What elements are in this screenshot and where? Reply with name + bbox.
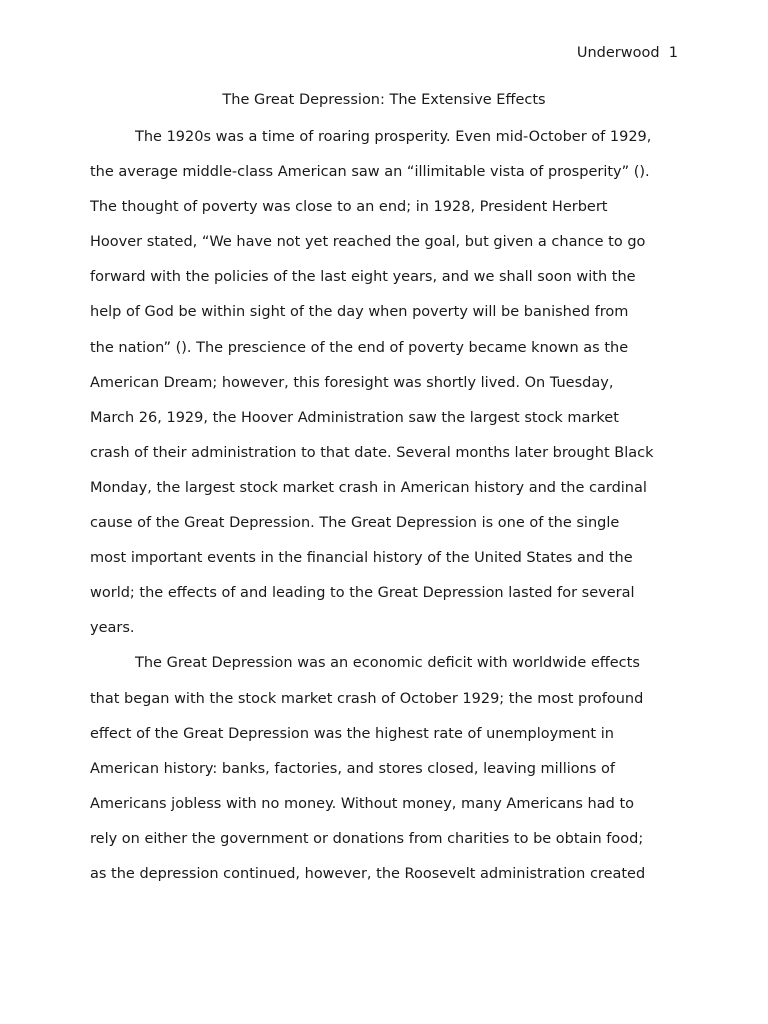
paragraph-line: cause of the Great Depression. The Great Depression is one of the single — [90, 515, 620, 532]
header-author: Underwood — [576, 45, 660, 61]
paragraph-line: world; the effects of and leading to the Great Depression lasted for several — [90, 585, 635, 602]
paragraph-line: most important events in the financial history of the United States and the — [90, 550, 633, 567]
paragraph-line: Hoover stated, “We have not yet reached the goal, but given a chance to go — [90, 234, 646, 251]
running-header — [577, 44, 678, 62]
document-body — [90, 120, 680, 892]
paragraph-line: the nation” (). The prescience of the end of poverty became known as the — [90, 339, 629, 356]
paragraph-line: help of God be within sight of the day when poverty will be banished from — [90, 304, 629, 321]
paragraph-line: The thought of poverty was close to an end; in 1928, President Herbert — [90, 199, 608, 216]
paragraph-line: Monday, the largest stock market crash in American history and the cardinal — [90, 479, 647, 496]
paragraph-line: March 26, 1929, the Hoover Administration saw the largest stock market — [90, 409, 619, 426]
paragraph-line: The Great Depression was an economic deficit with worldwide effects — [135, 655, 640, 672]
paragraph-line: American history: banks, factories, and stores closed, leaving millions of — [90, 760, 615, 777]
paragraph-line: as the depression continued, however, the Roosevelt administration created — [90, 865, 646, 882]
paragraph-line: Americans jobless with no money. Without money, many Americans had to — [90, 795, 635, 812]
paragraph-line: forward with the policies of the last eight years, and we shall soon with the — [90, 269, 636, 286]
paragraph-line: effect of the Great Depression was the highest rate of unemployment in — [90, 725, 614, 742]
paragraph-line: the average middle-class American saw an “illimitable vista of prosperity” (). — [90, 164, 650, 181]
paragraph-line: American Dream; however, this foresight was shortly lived. On Tuesday, — [90, 374, 614, 391]
paragraph-1 — [90, 120, 680, 646]
paragraph-line: crash of their administration to that date. Several months later brought Black — [90, 444, 654, 461]
document-title: The Great Depression: The Extensive Effects — [222, 92, 546, 108]
paragraph-line: years. — [90, 620, 135, 637]
paragraph-line: that began with the stock market crash of October 1929; the most profound — [90, 690, 644, 707]
paragraph-2 — [90, 646, 680, 892]
paragraph-line: rely on either the government or donations from charities to be obtain food; — [90, 830, 644, 847]
header-page-number: 1 — [668, 45, 678, 61]
paragraph-line: The 1920s was a time of roaring prosperity. Even mid-October of 1929, — [135, 129, 652, 145]
